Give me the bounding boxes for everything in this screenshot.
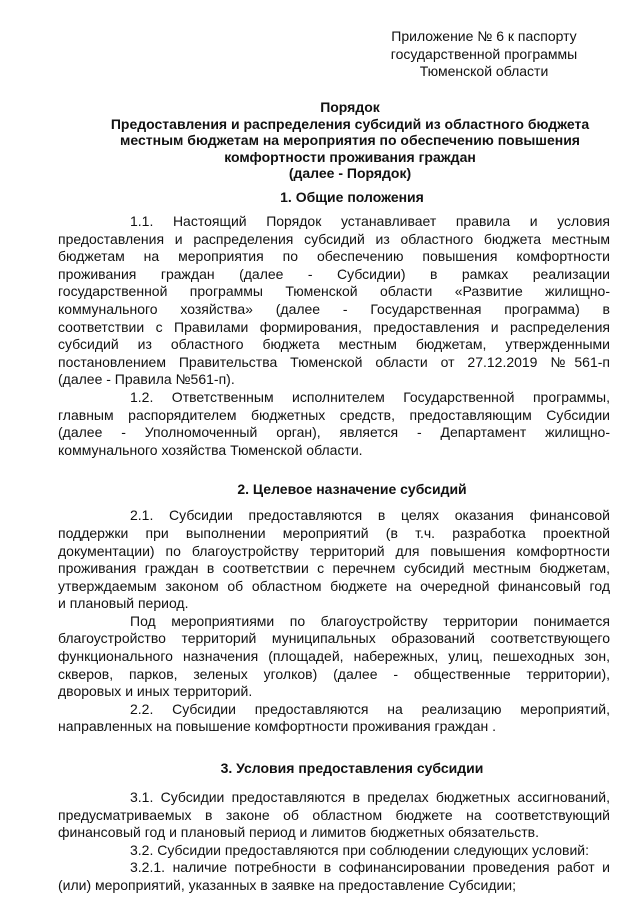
paragraph-line: государственной программы Тюменской области «Развитие жилищно- — [58, 283, 610, 300]
appendix-line: государственной программы — [390, 45, 578, 62]
paragraph-line: предоставления и распределения субсидий из областного бюджета местным — [58, 230, 610, 247]
title-line: комфортности проживания граждан — [224, 148, 476, 165]
title-line: (далее - Порядок) — [288, 165, 412, 181]
paragraph — [58, 859, 610, 894]
paragraph-line: проживания граждан (далее - Субсидии) в рамках реализации — [58, 265, 610, 282]
paragraph-line: функционального назначения (площадей, набережных, улиц, пешеходных зон, — [58, 648, 610, 665]
title-line: Порядок — [320, 99, 380, 115]
paragraph-line: (далее - Уполномоченный орган), является - Департамент жилищно- — [58, 424, 610, 441]
paragraph-line: Под мероприятиями по благоустройству территории понимается — [130, 612, 610, 629]
paragraph-line: финансовый год и плановый период и лимитов бюджетных обязательств. — [58, 824, 539, 841]
paragraph-line: дворовых и иных территорий. — [58, 683, 253, 700]
paragraph-line: поддержки при выполнении мероприятий (в т.ч. разработка проектной — [58, 524, 610, 541]
section-heading: 3. Условия предоставления субсидии — [220, 760, 484, 777]
paragraph — [58, 507, 610, 613]
paragraph-line: и плановый период. — [58, 595, 189, 612]
paragraph — [58, 388, 610, 459]
paragraph-line: 1.2. Ответственным исполнителем Государственной программы, — [130, 388, 610, 405]
paragraph-line: благоустройство территорий муниципальных образований соответствующего — [58, 630, 610, 647]
paragraph-line: утверждаемым законом об областном бюджете на очередной финансовый год — [58, 577, 610, 594]
paragraph-line: 3.2. Субсидии предоставляются при соблюдении следующих условий: — [130, 841, 589, 858]
appendix-line: Приложение № 6 к паспорту — [391, 28, 577, 44]
paragraph-line: 3.1. Субсидии предоставляются в пределах бюджетных ассигнований, — [130, 789, 610, 806]
paragraph-line: 3.2.1. наличие потребности в софинансировании проведения работ и — [130, 859, 610, 876]
document-title — [94, 99, 606, 182]
paragraph-line: направленных на повышение комфортности проживания граждан . — [58, 718, 496, 735]
paragraph-line: соответствии с Правилами формирования, предоставления и распределения — [58, 318, 610, 335]
paragraph-line: субсидий из областного бюджета местным бюджетам, утвержденными — [58, 336, 610, 353]
paragraph-line: предусматриваемых в законе об областном бюджете на соответствующий — [58, 806, 610, 823]
section-heading: 2. Целевое назначение субсидий — [237, 481, 467, 498]
paragraph — [58, 612, 610, 701]
paragraph — [58, 789, 610, 842]
paragraph-line: главным распорядителем бюджетных средств, предоставляющим Субсидии — [58, 406, 610, 423]
paragraph-line: документации) по благоустройству территорий для повышения комфортности — [58, 542, 610, 559]
paragraph-line: (или) мероприятий, указанных в заявке на предоставление Субсидии; — [58, 877, 516, 893]
appendix-line: Тюменской области — [419, 63, 549, 79]
document-body — [58, 188, 610, 895]
title-line: Предоставления и распределения субсидий из областного бюджета — [110, 115, 590, 132]
paragraph-line: коммунального хозяйства» (далее - Государственная программа) в — [58, 300, 610, 317]
section-heading: 1. Общие положения — [280, 189, 424, 205]
paragraph-line: (далее - Правила №561-п). — [58, 371, 235, 388]
paragraph-line: постановлением Правительства Тюменской области от 27.12.2019 №561-п — [58, 353, 610, 370]
paragraph — [58, 700, 610, 736]
paragraph-line: проживания граждан в соответствии с перечнем субсидий местным бюджетам, — [58, 560, 610, 577]
paragraph — [94, 842, 610, 860]
appendix-note — [372, 28, 596, 81]
paragraph-line: коммунального хозяйства Тюменской области. — [58, 441, 363, 458]
paragraph — [58, 213, 610, 389]
paragraph-line: бюджетам на мероприятия по обеспечению повышения комфортности — [58, 248, 610, 265]
paragraph-line: 2.1. Субсидии предоставляются в целях оказания финансовой — [130, 507, 610, 524]
title-line: местным бюджетам на мероприятия по обеспечению повышения — [120, 132, 580, 148]
paragraph-line: 2.2. Субсидии предоставляются на реализацию мероприятий, — [130, 700, 610, 717]
paragraph-line: скверов, парков, зеленых уголков) (далее - общественные территории), — [58, 665, 610, 682]
paragraph-line: 1.1. Настоящий Порядок устанавливает правила и условия — [130, 213, 610, 229]
